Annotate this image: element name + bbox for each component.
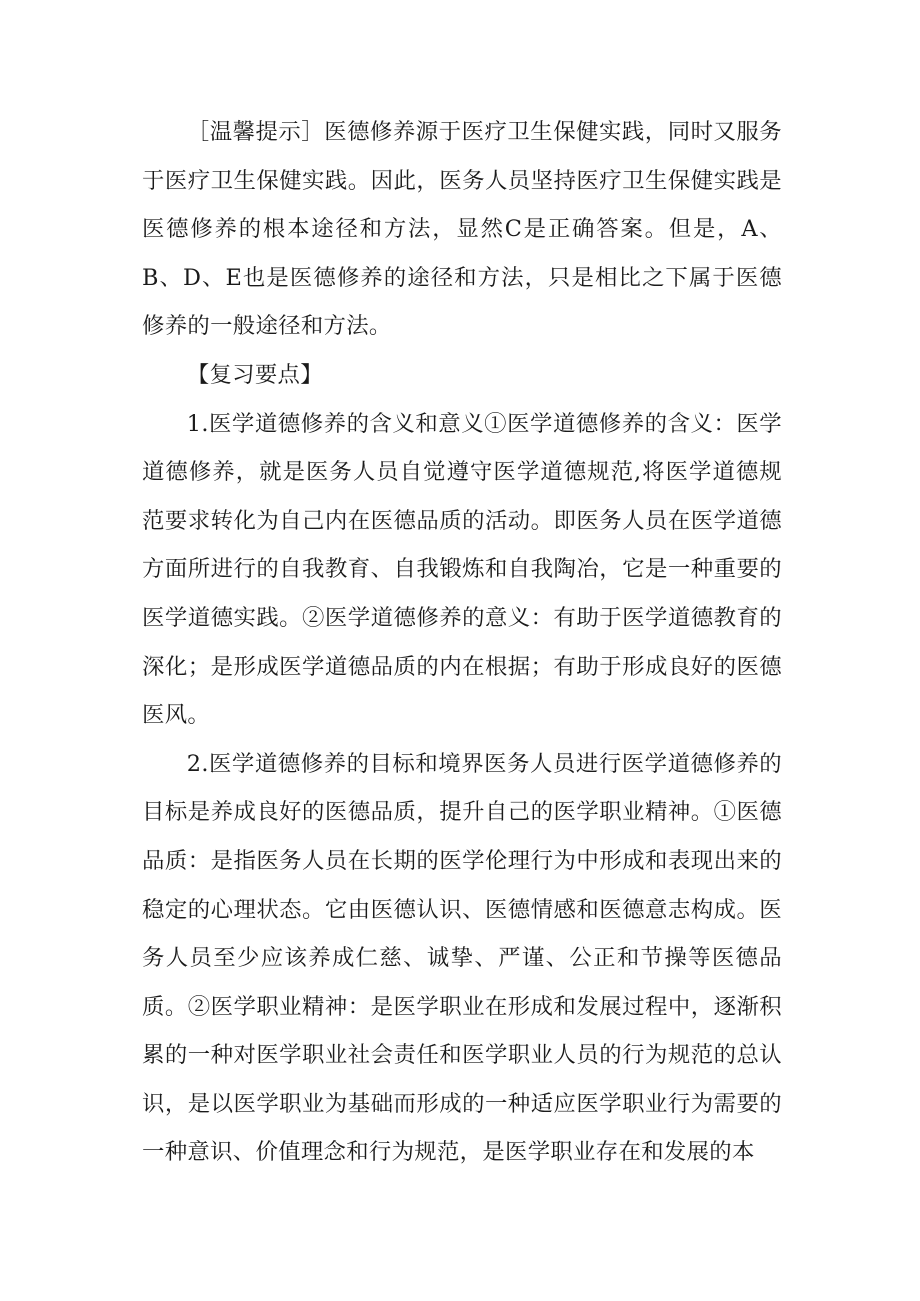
review-point-2-paragraph: 2.医学道德修养的目标和境界医务人员进行医学道德修养的目标是养成良好的医德品质，提升自己的医学职业精神。①医德品质：是指医务人员在长期的医学伦理行为中形成和表现出来的稳定的心理状态。它由医德认识、医德情感和医德意志构成。医务人员至少应该养成仁慈、诚挚、严谨、公正和节操等医德品质。②医学职业精神：是医学职业在形成和发展过程中，逐渐积累的一种对医学职业社会责任和医学职业人员的行为规范的总认识，是以医学职业为基础而形成的一种适应医学职业行为需要的一种意识、价值理念和行为规范，是医学职业存在和发展的本 <box>142 750 782 1166</box>
document-body <box>142 108 782 1177</box>
review-points-heading: 【复习要点】 <box>186 361 323 388</box>
review-point-1-paragraph: 1.医学道德修养的含义和意义①医学道德修养的含义：医学道德修养，就是医务人员自觉遵守医学道德规范,将医学道德规范要求转化为自己内在医德品质的活动。即医务人员在医学道德方面所进行的自我教育、自我锻炼和自我陶冶，它是一种重要的医学道德实践。②医学道德修养的意义：有助于医学道德教育的深化；是形成医学道德品质的内在根据；有助于形成良好的医德医风。 <box>142 410 782 729</box>
tip-paragraph: ［温馨提示］医德修养源于医疗卫生保健实践，同时又服务于医疗卫生保健实践。因此，医务人员坚持医疗卫生保健实践是医德修养的根本途径和方法，显然C是正确答案。但是，A、B、D、E也是医德修养的途径和方法，只是相比之下属于医德修养的一般途径和方法。 <box>142 119 782 340</box>
